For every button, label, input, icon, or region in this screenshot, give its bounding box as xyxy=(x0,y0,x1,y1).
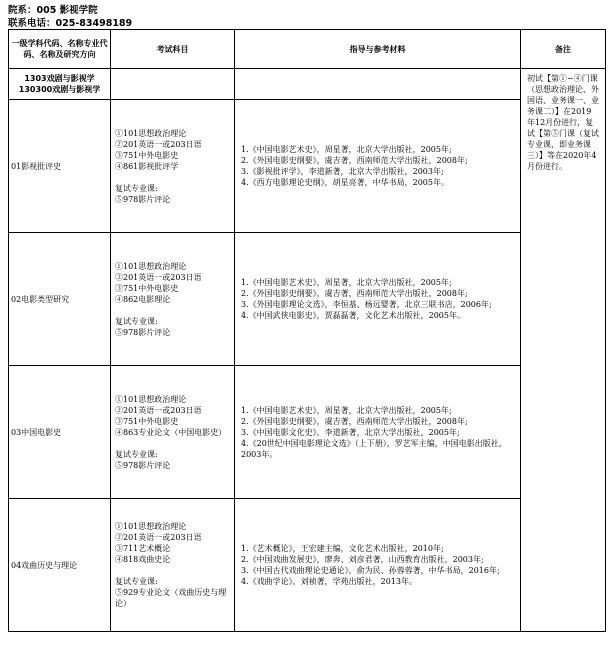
reference-materials: 1.《艺术概论》，王宏建主编，文化艺术出版社，2010年; 2.《中国戏曲发展史》，廖奔、刘彦君著，山西教育出版社，2003年; 3.《中国古代戏曲理论史通论》，俞为民、孙蓉蓉著，中华书局，2016年; 4.《戏曲学论》，刘祯著，学苑出版社，2013年。 xyxy=(235,499,521,632)
research-direction: 01影视批评史 xyxy=(9,100,111,233)
table-row xyxy=(9,499,606,632)
reference-materials: 1.《中国电影艺术史》，周星著，北京大学出版社，2005年; 2.《外国电影史纲要》，虞吉著，西南师范大学出版社，2008年; 3.《影视批评学》，李道新著，北京大学出版社，2003年; 4.《西方电影理论史纲》，胡星亮著，中华书局，2005年。 xyxy=(235,100,521,233)
research-direction: 03中国电影史 xyxy=(9,366,111,499)
program-table xyxy=(8,29,606,632)
group-row xyxy=(9,69,606,100)
discipline-name: 1303戏剧与影视学 130300戏剧与影视学 xyxy=(9,69,111,100)
school-header: 院系：005 影视学院 xyxy=(8,5,98,16)
exam-subjects: ①101思想政治理论 ②201英语一或203日语 ③751中外电影史 ④861影视批评学 复试专业课: ⑤978影片评论 xyxy=(111,100,235,233)
exam-subjects: ①101思想政治理论 ②201英语一或203日语 ③751中外电影史 ④863专业论文（中国电影史） 复试专业课: ⑤978影片评论 xyxy=(111,366,235,499)
reference-materials: 1.《中国电影艺术史》，周星著，北京大学出版社，2005年; 2.《外国电影史纲要》，虞吉著，西南师范大学出版社，2008年; 3.《外国电影理论文选》，李恒基、杨远婴著，北京三联书店，2006年; 4.《中国武侠电影史》，贾磊磊著，文化艺术出版社，2005年。 xyxy=(235,233,521,366)
table-row xyxy=(9,100,606,233)
col-header-subjects: 考试科目 xyxy=(111,30,235,69)
research-direction: 04戏曲历史与理论 xyxy=(9,499,111,632)
notes-cell: 初试【第①~④门课（思想政治理论、外国语、业务课一、业务课二）】在2019年12月份进行，复试【第⑤门课（复试专业课，即业务课三）】等在2020年4月份进行。 xyxy=(521,69,606,632)
table-row xyxy=(9,366,606,499)
research-direction: 02电影类型研究 xyxy=(9,233,111,366)
col-header-program: 一级学科代码、名称专业代码、名称及研究方向 xyxy=(9,30,111,69)
phone-header: 联系电话：025-83498189 xyxy=(8,18,133,29)
table-row xyxy=(9,233,606,366)
col-header-notes: 备注 xyxy=(521,30,606,69)
table-header-row xyxy=(9,30,606,69)
reference-materials: 1.《中国电影艺术史》，周星著，北京大学出版社，2005年; 2.《外国电影史纲要》，虞吉著，西南师范大学出版社，2008年; 3.《中国电影文化史》，李道新著，北京大学出版社，2005年; 4.《20世纪中国电影理论文选》（上下册），罗艺军主编，中国电影出版社，2003年。 xyxy=(235,366,521,499)
col-header-references: 指导与参考材料 xyxy=(235,30,521,69)
exam-subjects: ①101思想政治理论 ②201英语一或203日语 ③711艺术概论 ④818戏曲史论 复试专业课: ⑤929专业论文（戏曲历史与理论） xyxy=(111,499,235,632)
exam-subjects: ①101思想政治理论 ②201英语一或203日语 ③751中外电影史 ④862电影理论 复试专业课: ⑤978影片评论 xyxy=(111,233,235,366)
